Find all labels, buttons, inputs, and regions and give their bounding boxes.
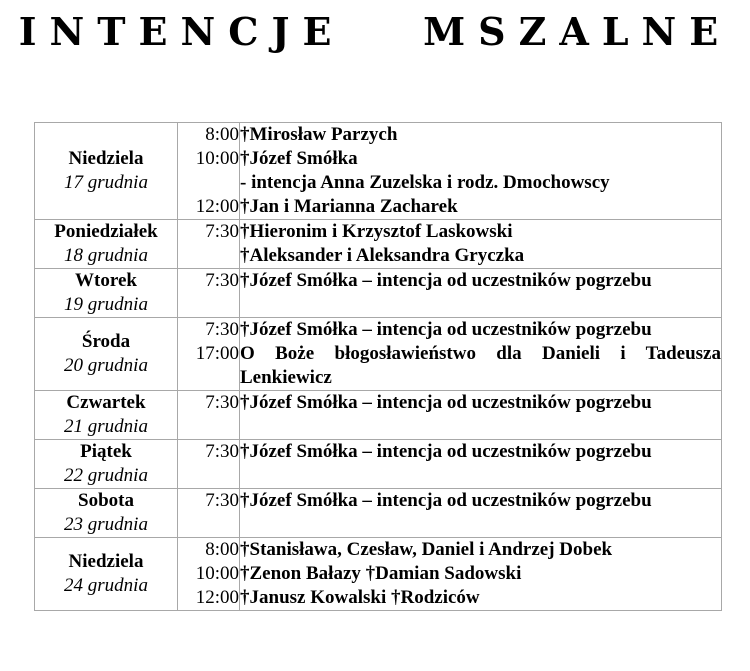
time-cell: [178, 538, 240, 611]
intention-cell: [240, 440, 722, 489]
intention-cell: [240, 391, 722, 440]
day-date: 20 grudnia: [64, 355, 148, 376]
intention-line: Lenkiewicz: [240, 367, 332, 388]
mass-time: 10:00: [195, 563, 239, 584]
intention-line: †Aleksander i Aleksandra Gryczka: [240, 245, 525, 266]
day-date: 18 grudnia: [64, 245, 148, 266]
day-cell: [35, 318, 178, 391]
intention-cell: [240, 318, 722, 391]
intention-line: †Józef Smółka: [240, 148, 358, 169]
table-row: [35, 220, 722, 269]
intention-cell: [240, 269, 722, 318]
mass-time: 17:00: [195, 343, 239, 364]
page-title: INTENCJE MSZALNE: [18, 9, 732, 54]
mass-time: 7:30: [205, 319, 239, 340]
intention-line: †Józef Smółka – intencja od uczestników pogrzebu: [240, 441, 652, 462]
intention-cell: [240, 538, 722, 611]
mass-time: 7:30: [205, 490, 239, 511]
intention-line: - intencja Anna Zuzelska i rodz. Dmochowscy: [240, 172, 610, 193]
mass-intentions-table: [34, 122, 722, 611]
day-name: Sobota: [78, 490, 134, 511]
table-row: [35, 538, 722, 611]
mass-time: 7:30: [205, 270, 239, 291]
intention-line: †Jan i Marianna Zacharek: [240, 196, 458, 217]
time-cell: [178, 220, 240, 269]
intention-line: †Hieronim i Krzysztof Laskowski: [240, 221, 513, 242]
day-name: Czwartek: [66, 392, 146, 413]
day-cell: [35, 538, 178, 611]
mass-time: 7:30: [205, 441, 239, 462]
day-name: Niedziela: [68, 148, 144, 169]
intention-line: †Zenon Bałazy †Damian Sadowski: [240, 563, 522, 584]
time-cell: [178, 123, 240, 220]
intention-line: †Stanisława, Czesław, Daniel i Andrzej Dobek: [240, 539, 613, 560]
time-cell: [178, 391, 240, 440]
mass-time: 12:00: [195, 196, 239, 217]
mass-time: 7:30: [205, 392, 239, 413]
day-date: 19 grudnia: [64, 294, 148, 315]
day-date: 17 grudnia: [64, 172, 148, 193]
table-row: [35, 440, 722, 489]
day-cell: [35, 440, 178, 489]
intention-cell: [240, 123, 722, 220]
day-name: Środa: [81, 331, 131, 352]
day-name: Wtorek: [75, 270, 137, 291]
day-name: Piątek: [80, 441, 132, 462]
mass-time: 12:00: [195, 587, 239, 608]
intention-cell: [240, 220, 722, 269]
intention-line: †Józef Smółka – intencja od uczestników pogrzebu: [240, 319, 652, 340]
intention-cell: [240, 489, 722, 538]
intention-line: O Boże błogosławieństwo dla Danieli i Tadeusza: [240, 343, 721, 364]
time-cell: [178, 440, 240, 489]
mass-time: 10:00: [195, 148, 239, 169]
table-row: [35, 269, 722, 318]
mass-time: 7:30: [205, 221, 239, 242]
day-name: Poniedziałek: [54, 221, 158, 242]
intention-line: †Mirosław Parzych: [240, 124, 398, 145]
time-cell: [178, 318, 240, 391]
time-cell: [178, 269, 240, 318]
day-date: 22 grudnia: [64, 465, 148, 486]
table-row: [35, 489, 722, 538]
table-row: [35, 391, 722, 440]
intention-line: †Józef Smółka – intencja od uczestników pogrzebu: [240, 392, 652, 413]
time-cell: [178, 489, 240, 538]
table-row: [35, 318, 722, 391]
day-cell: [35, 123, 178, 220]
day-name: Niedziela: [68, 551, 144, 572]
table-row: [35, 123, 722, 220]
day-date: 24 grudnia: [64, 575, 148, 596]
intention-line: †Józef Smółka – intencja od uczestników pogrzebu: [240, 490, 652, 511]
day-cell: [35, 391, 178, 440]
time-spacer: [178, 171, 239, 195]
intention-line: †Janusz Kowalski †Rodziców: [240, 587, 480, 608]
day-cell: [35, 220, 178, 269]
day-cell: [35, 489, 178, 538]
day-date: 21 grudnia: [64, 416, 148, 437]
day-date: 23 grudnia: [64, 514, 148, 535]
mass-time: 8:00: [205, 124, 239, 145]
mass-time: 8:00: [205, 539, 239, 560]
intention-line: †Józef Smółka – intencja od uczestników pogrzebu: [240, 270, 652, 291]
day-cell: [35, 269, 178, 318]
